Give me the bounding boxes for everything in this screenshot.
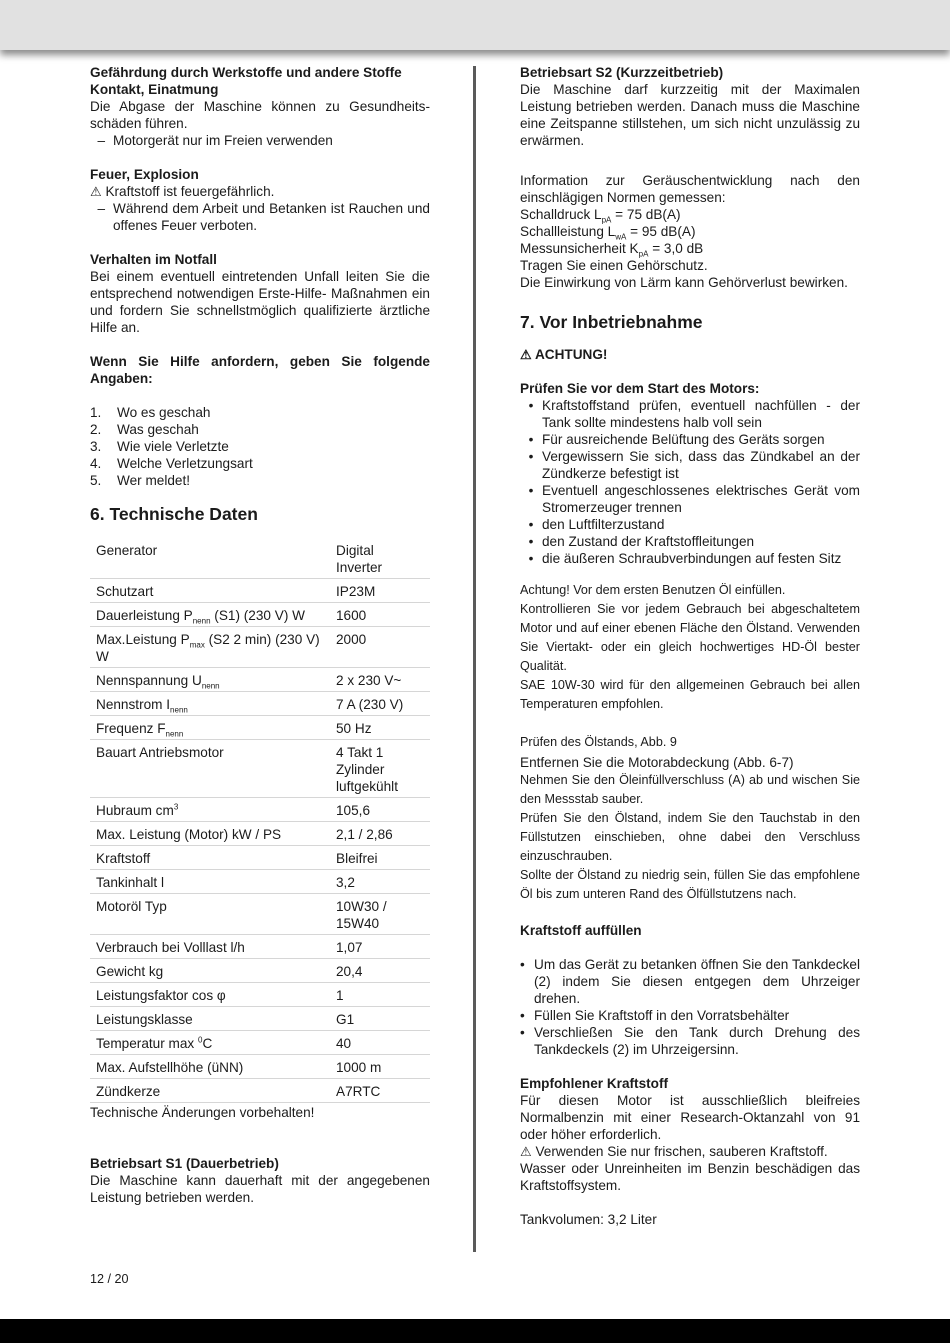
table-row: Temperatur max $^0$C 40: [90, 1031, 430, 1055]
dash-item: – Während dem Arbeit und Betanken ist Rauchen und offenes Feuer verboten.: [97, 201, 430, 233]
paragraph: Die Einwirkung von Lärm kann Gehörverlust bewirken.: [520, 275, 848, 290]
warning-triangle-icon: ⚠: [520, 347, 532, 362]
list-item: • den Zustand der Kraftstoffleitungen: [528, 534, 755, 549]
paragraph: Achtung! Vor dem ersten Benutzen Öl einfüllen.: [520, 583, 786, 597]
paragraph: Die Maschine darf kurzzeitig mit der Maximalen Leistung betrieben werden. Danach muss die Maschine eine Zeitspanne stillstehen, um sich nicht unzulässig zu erwärmen.: [520, 82, 860, 148]
table-row: Leistungsfaktor cos φ 1: [90, 983, 430, 1007]
list-item: 2. Was geschah: [90, 422, 199, 437]
section-heading: 6. Technische Daten: [90, 504, 258, 524]
table-row: Leistungsklasse G1: [90, 1007, 430, 1031]
numbered-list: [90, 404, 430, 489]
paragraph: Information zur Geräuschentwicklung nach den einschlägigen Normen gemessen:: [520, 173, 860, 205]
paragraph: Sollte der Ölstand zu niedrig sein, füllen Sie das empfohlene Öl bis zum unteren Rand des Ölfüllstutzens nach.: [520, 868, 860, 901]
paragraph: Prüfen Sie den Ölstand, indem Sie den Tauchstab in den Füllstutzen einschieben, ohne dabei den Verschluss einzuschrauben.: [520, 811, 860, 863]
noise-line: Schallleistung $L_{wA} = 95$ dB(A): [520, 224, 696, 242]
table-row: Hubraum $cm^3$ 105,6: [90, 798, 430, 822]
table-row: Verbrauch bei Volllast l/h 1,07: [90, 935, 430, 959]
paragraph: Für diesen Motor ist ausschließlich bleifreies Normalbenzin mit einer Research-Oktanzahl von 91 oder höher erforderlich.: [520, 1093, 860, 1142]
paragraph: Wasser oder Unreinheiten im Benzin beschädigen das Kraftstoffsystem.: [520, 1161, 860, 1193]
section-title: Prüfen Sie vor dem Start des Motors:: [520, 381, 760, 396]
list-item: • Um das Gerät zu betanken öffnen Sie den Tankdeckel (2) indem Sie diesen entgegen dem Uhrzeiger drehen.: [520, 957, 860, 1006]
paragraph: Kontrollieren Sie vor jedem Gebrauch bei abgeschaltetem Motor und auf einer ebenen Fläche den Ölstand. Verwenden Sie Viertakt- oder ein gleich hochwertiges HD-Öl bester Qualität.: [520, 602, 860, 673]
list-item: • Füllen Sie Kraftstoff in den Vorratsbehälter: [520, 1008, 790, 1023]
table-row: Dauerleistung $P_{nenn}$ (S1) (230 V) W 1600: [90, 603, 430, 627]
list-item: • Verschließen Sie den Tank durch Drehung des Tankdeckels (2) im Uhrzeigersinn.: [520, 1025, 860, 1057]
paragraph: Entfernen Sie die Motorabdeckung (Abb. 6-7): [520, 755, 794, 770]
list-item: • Für ausreichende Belüftung des Geräts sorgen: [528, 432, 825, 447]
list-item: • Eventuell angeschlossenes elektrisches Gerät vom Stromerzeuger trennen: [528, 483, 860, 515]
table-row: Nennstrom $I_{nenn}$ 7 A (230 V): [90, 692, 430, 716]
paragraph: Die Maschine kann dauerhaft mit der angegebenen Leistung betrieben werden.: [90, 1173, 430, 1205]
fuel-list: [520, 956, 860, 1058]
table-row: Gewicht kg 20,4: [90, 959, 430, 983]
table-row: Generator Digital Inverter: [90, 538, 430, 579]
section-title: Betriebsart S1 (Dauerbetrieb): [90, 1156, 279, 1171]
section-title: Gefährdung durch Werkstoffe und andere Stoffe: [90, 65, 402, 80]
warning-triangle-icon: ⚠: [520, 1144, 532, 1159]
left-column: [90, 64, 430, 1206]
noise-line: Schalldruck $L_{pA} = 75$ dB(A): [520, 207, 681, 225]
section-subtitle: Kontakt, Einatmung: [90, 82, 219, 97]
table-row: Frequenz $F_{nenn}$ 50 Hz: [90, 716, 430, 740]
table-row: Max. Aufstellhöhe (üNN) 1000 m: [90, 1055, 430, 1079]
section-heading: 7. Vor Inbetriebnahme: [520, 312, 703, 332]
dash-item: – Motorgerät nur im Freien verwenden: [97, 133, 333, 148]
table-row: Bauart Antriebsmotor 4 Takt 1 Zylinder luftgekühlt: [90, 740, 430, 798]
noise-line: Messunsicherheit $K_{pA} = 3,0$ dB: [520, 241, 704, 259]
paragraph: Die Abgase der Maschine können zu Gesundheits-schäden führen.: [90, 99, 430, 131]
list-item: 5. Wer meldet!: [90, 473, 191, 488]
paragraph: SAE 10W-30 wird für den allgemeinen Gebrauch bei allen Temperaturen empfohlen.: [520, 678, 860, 711]
table-row: Max.Leistung $P_{max}$ (S2 2 min) (230 V) W 2000: [90, 627, 430, 668]
section-title: Wenn Sie Hilfe anfordern, geben Sie folgende Angaben:: [90, 354, 430, 386]
table-row: Max. Leistung (Motor) kW / PS 2,1 / 2,86: [90, 822, 430, 846]
paragraph: Bei einem eventuell eintretenden Unfall leiten Sie die entsprechend notwendigen Erste-Hilfe- Maßnahmen ein und fordern Sie schnellstmöglich qualifizierte ärztliche Hilfe an.: [90, 269, 430, 335]
table-row: Motoröl Typ 10W30 / 15W40: [90, 894, 430, 935]
column-divider: [473, 66, 476, 1252]
table-row: Kraftstoff Bleifrei: [90, 846, 430, 870]
warning-heading: ⚠ ACHTUNG!: [520, 347, 608, 362]
section-title: Verhalten im Notfall: [90, 252, 217, 267]
list-item: • Vergewissern Sie sich, dass das Zündkabel an der Zündkerze befestigt ist: [528, 449, 860, 481]
table-row: Schutzart IP23M: [90, 579, 430, 603]
table-row: Tankinhalt l 3,2: [90, 870, 430, 894]
section-title: Empfohlener Kraftstoff: [520, 1076, 669, 1091]
section-title: Kraftstoff auffüllen: [520, 923, 642, 938]
tech-data-table: [90, 538, 430, 1103]
check-list: [520, 397, 860, 567]
warning-line: ⚠ Verwenden Sie nur frischen, sauberen Kraftstoff.: [520, 1144, 828, 1159]
page-number: 12 / 20: [90, 1272, 129, 1286]
paragraph: Tankvolumen: 3,2 Liter: [520, 1212, 657, 1227]
paragraph: Tragen Sie einen Gehörschutz.: [520, 258, 708, 273]
page-footer-band: [0, 1319, 950, 1343]
section-title: Feuer, Explosion: [90, 167, 199, 182]
list-item: 1. Wo es geschah: [90, 405, 211, 420]
list-item: • die äußeren Schraubverbindungen auf festen Sitz: [528, 551, 842, 566]
list-item: 3. Wie viele Verletzte: [90, 439, 229, 454]
page-header-band: [0, 0, 950, 50]
paragraph: Nehmen Sie den Öleinfüllverschluss (A) ab und wischen Sie den Messstab sauber.: [520, 773, 860, 806]
table-row: Zündkerze A7RTC: [90, 1079, 430, 1103]
table-note: Technische Änderungen vorbehalten!: [90, 1105, 315, 1120]
warning-triangle-icon: ⚠: [90, 184, 102, 199]
table-row: Nennspannung $U_{nenn}$ 2 x 230 V~: [90, 668, 430, 692]
warning-line: ⚠ Kraftstoff ist feuergefährlich.: [90, 184, 275, 199]
list-item: 4. Welche Verletzungsart: [90, 456, 253, 471]
right-column: [520, 64, 860, 1228]
paragraph: Prüfen des Ölstands, Abb. 9: [520, 735, 677, 749]
list-item: • den Luftfilterzustand: [528, 517, 665, 532]
list-item: • Kraftstoffstand prüfen, eventuell nachfüllen - der Tank sollte mindestens halb voll sein: [528, 398, 860, 430]
section-title: Betriebsart S2 (Kurzzeitbetrieb): [520, 65, 724, 80]
